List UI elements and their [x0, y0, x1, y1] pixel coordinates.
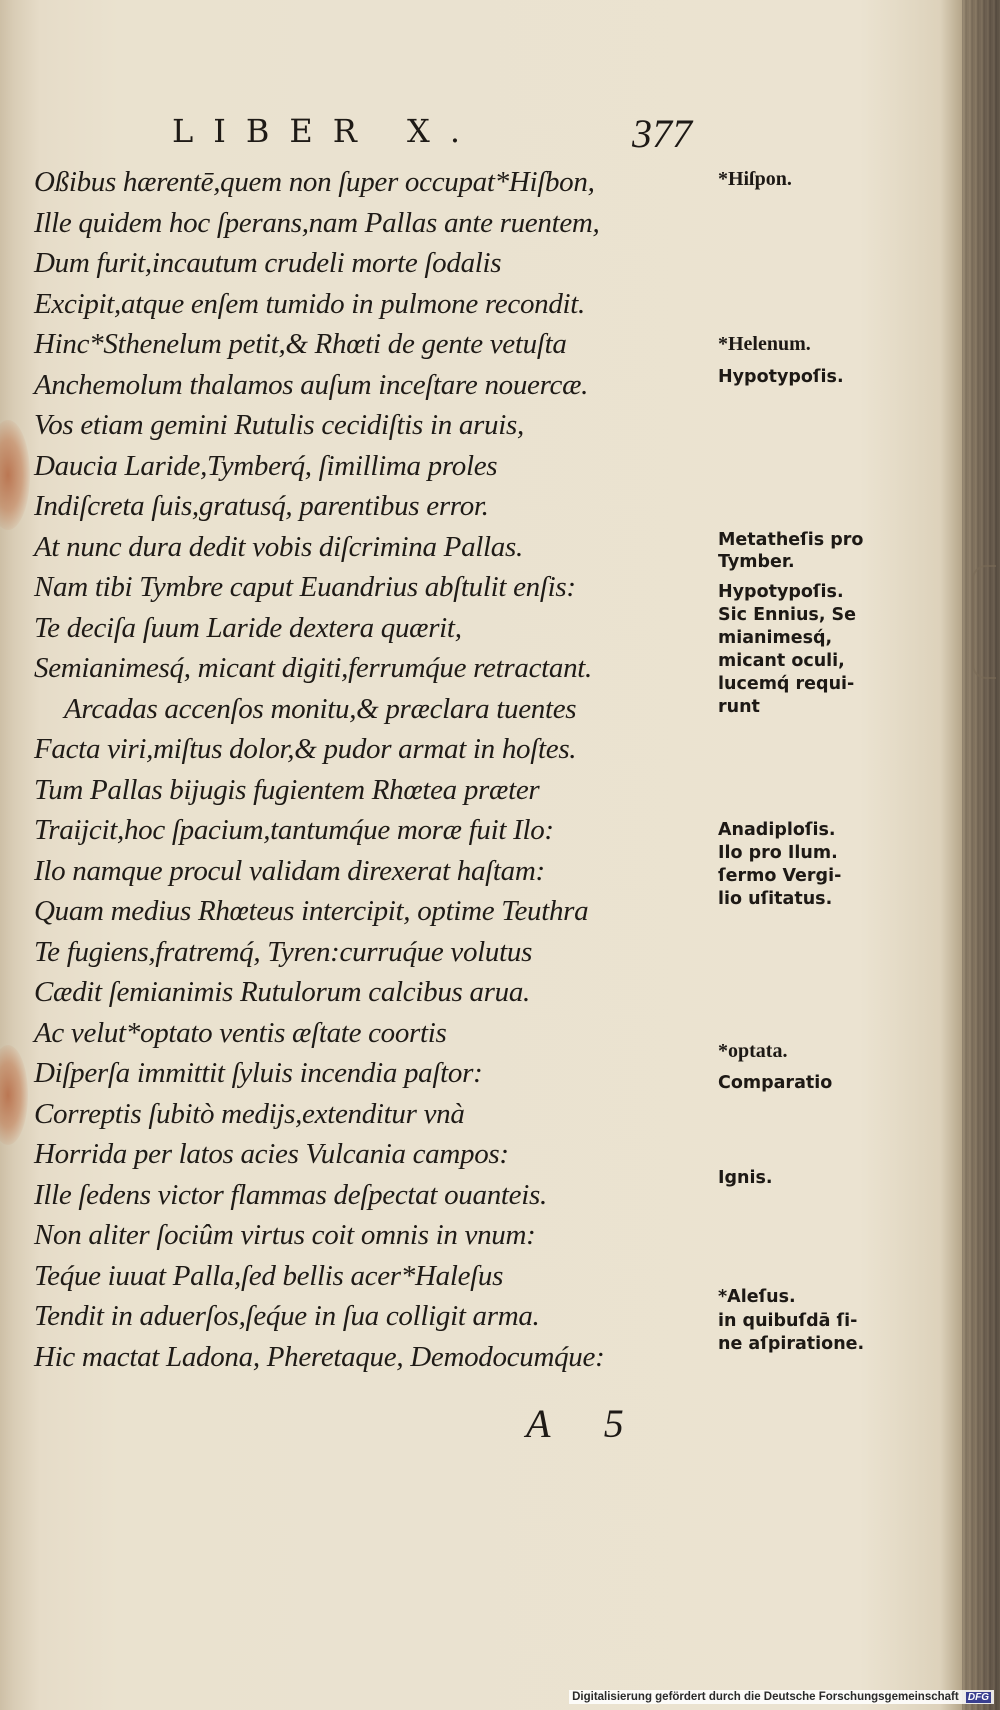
marginal-note: Ilo pro Ilum. — [718, 843, 838, 863]
marginal-note: Sic Ennius, Se — [718, 605, 857, 625]
verse-line: Semianimesq́, micant digiti,ferrumq́ue retractant. — [34, 652, 593, 684]
marginal-note: mianimesq́, — [718, 628, 833, 648]
verse-line: Ilo namque procul validam direxerat haſtam: — [34, 854, 545, 887]
verse-line: Nam tibi Tymbre caput Euandrius abſtulit enſis: — [34, 571, 576, 603]
page-header — [0, 112, 1000, 160]
marginal-note: *Helenum. — [718, 333, 811, 355]
marginal-note: Anadiploſis. — [718, 820, 836, 840]
verse-line: Cædit ſemianimis Rutulorum calcibus arua. — [34, 976, 531, 1008]
verse-line: Tendit in aduerſos,ſeq́ue in ſua colligit arma. — [34, 1300, 540, 1332]
marginal-note: ne aſpiratione. — [718, 1334, 865, 1354]
book-page-edges — [962, 0, 1000, 1710]
verse-block — [34, 162, 724, 1377]
verse-line: Oßibus hærentē,quem non ſuper occupat*Hiſbon, — [34, 166, 595, 198]
marginal-note: Tymber. — [718, 552, 795, 572]
verse-line: Te deciſa ſuum Laride dextera quærit, — [34, 611, 462, 644]
dfg-logo: DFG — [967, 1692, 989, 1703]
verse-line: Ille quidem hoc ſperans,nam Pallas ante ruentem, — [34, 206, 600, 239]
marginal-note: ſermo Vergi- — [718, 866, 842, 886]
verse-line: Hic mactat Ladona, Pheretaque, Demodocumq́ue: — [34, 1340, 605, 1373]
marginal-note: lio uſitatus. — [718, 889, 833, 909]
verse-line: Tum Pallas bijugis fugientem Rhœtea præter — [34, 773, 540, 806]
marginal-note: *optata. — [718, 1040, 788, 1062]
verse-line: Indiſcreta ſuis,gratusq́, parentibus error. — [34, 490, 489, 522]
verse-line: Ac velut*optato ventis æſtate coortis — [34, 1016, 447, 1049]
marginal-note: Hypotypoſis. — [718, 367, 844, 387]
binding-clasp-shadow — [972, 565, 996, 679]
marginal-note: Metatheſis pro — [718, 530, 864, 550]
verse-line: Teq́ue iuuat Palla,ſed bellis acer*Haleſus — [34, 1259, 504, 1292]
verse-line: Correptis ſubitò medijs,extenditur vnà — [34, 1097, 465, 1130]
running-head: LIBER X. — [172, 112, 480, 150]
verse-line: Vos etiam gemini Rutulis cecidiſtis in aruis, — [34, 409, 524, 441]
verse-line: Ille ſedens victor flammas deſpectat ouanteis. — [34, 1178, 547, 1211]
marginal-note: in quibuſdā ſi- — [718, 1311, 858, 1331]
verse-line: Diſperſa immittit ſyluis incendia paſtor: — [34, 1057, 483, 1089]
verse-line: Daucia Laride,Tymberq́, ſimillima proles — [34, 449, 498, 482]
verse-line: Non aliter ſociûm virtus coit omnis in vnum: — [34, 1219, 536, 1251]
credit-text: Digitalisierung gefördert durch die Deutsche Forschungsgemeinschaft — [572, 1691, 959, 1703]
page-number: 377 — [632, 111, 692, 156]
verse-line: Quam medius Rhœteus intercipit, optime Teuthra — [34, 895, 589, 927]
verse-line: Traijcit,hoc ſpacium,tantumq́ue moræ fuit Ilo: — [34, 814, 554, 846]
verse-line: Horrida per latos acies Vulcania campos: — [34, 1138, 509, 1170]
marginal-note: runt — [718, 697, 760, 717]
verse-line: Te fugiens,fratremq́, Tyren:curruq́ue volutus — [34, 935, 533, 968]
verse-line: Anchemolum thalamos auſum inceſtare nouercæ. — [34, 368, 589, 401]
marginal-note: *Aleſus. — [718, 1287, 796, 1307]
signature-mark: A 5 — [526, 1401, 646, 1446]
verse-line: Dum furit,incautum crudeli morte ſodalis — [34, 247, 502, 279]
verse-line: At nunc dura dedit vobis diſcrimina Pallas. — [34, 530, 523, 563]
verse-line: Excipit,atque enſem tumido in pulmone recondit. — [34, 287, 586, 320]
marginal-note: *Hiſpon. — [718, 168, 792, 190]
marginal-note: Ignis. — [718, 1168, 773, 1188]
stain-mark — [0, 420, 30, 530]
marginal-note: lucemq́ requi- — [718, 674, 855, 694]
marginal-note: micant oculi, — [718, 651, 845, 671]
verse-line: Hinc*Sthenelum petit,& Rhœti de gente vetuſta — [34, 328, 567, 360]
verse-line: Facta viri,miſtus dolor,& pudor armat in hoſtes. — [34, 733, 577, 765]
stain-mark — [0, 1045, 28, 1145]
marginal-note: Hypotypoſis. — [718, 582, 844, 602]
verse-line: Arcadas accenſos monitu,& præclara tuentes — [64, 692, 577, 725]
digitization-credit — [569, 1690, 994, 1704]
marginal-note: Comparatio — [718, 1073, 833, 1093]
